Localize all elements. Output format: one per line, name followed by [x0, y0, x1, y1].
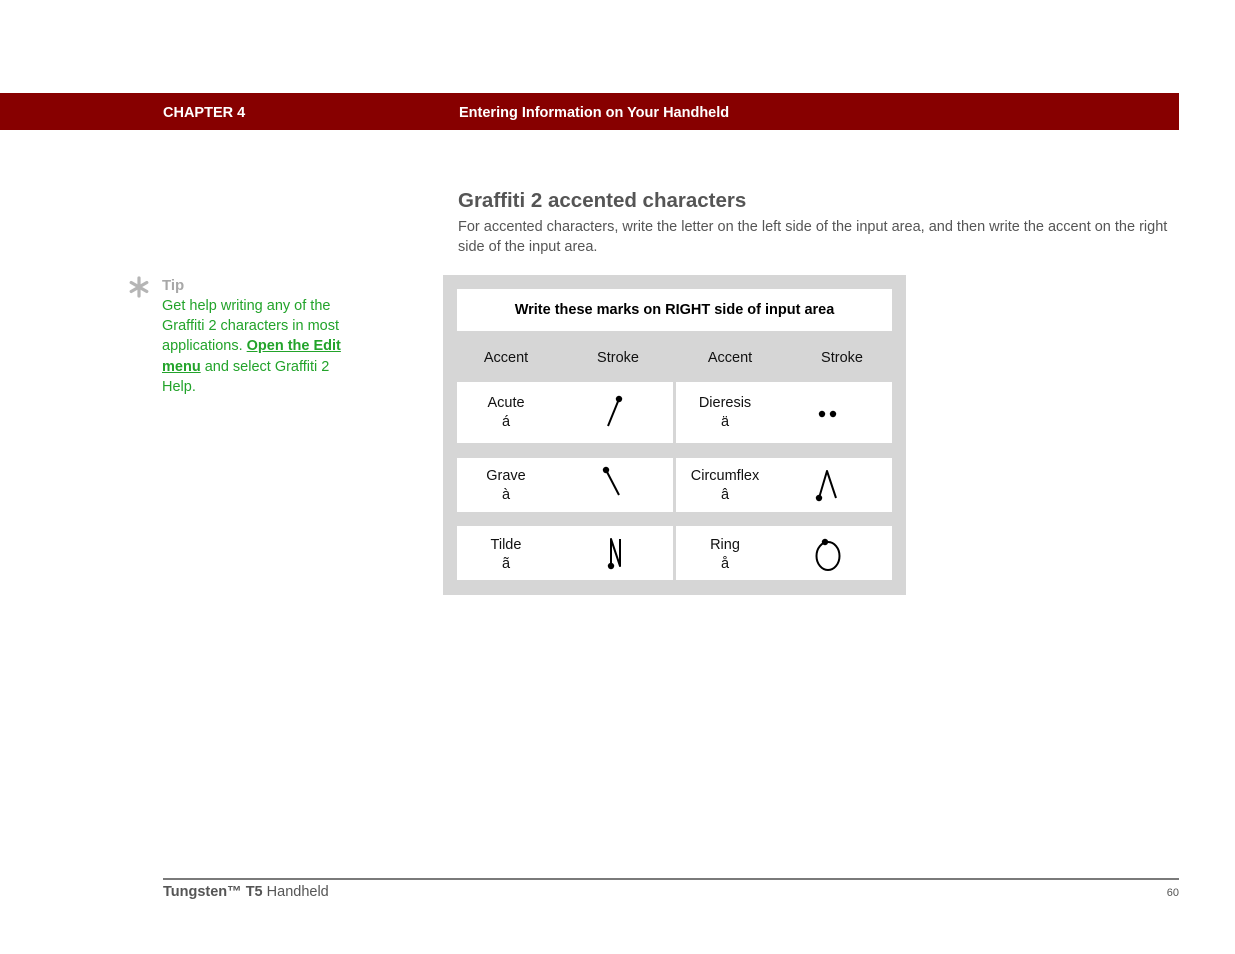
accent-name: Ring: [710, 537, 740, 553]
table-cell: [457, 458, 673, 512]
column-header-accent: Accent: [707, 350, 753, 366]
table-cell: [676, 458, 892, 512]
accent-name: Dieresis: [698, 395, 752, 411]
column-header-accent: Accent: [483, 350, 529, 366]
accent-char: â: [720, 487, 730, 503]
table-title: Write these marks on RIGHT side of input area: [457, 289, 892, 331]
accent-char: á: [501, 414, 511, 430]
accent-name: Acute: [487, 395, 525, 411]
tip-text-before: Get help writing any of the Graffiti 2 characters in most applications.: [162, 298, 340, 355]
table-cell: [457, 382, 673, 443]
table-cell: [457, 526, 673, 580]
footer-divider: [163, 878, 1179, 880]
chapter-title: Entering Information on Your Handheld: [459, 105, 730, 121]
column-header-stroke: Stroke: [597, 350, 639, 366]
tilde-stroke-icon: [589, 532, 629, 574]
circumflex-stroke-icon: [808, 464, 848, 506]
tip-label: Tip: [162, 277, 185, 294]
accent-char: ä: [720, 414, 730, 430]
table-cell: [676, 526, 892, 580]
accent-char: å: [720, 556, 730, 572]
open-edit-menu-link[interactable]: Open the Edit menu: [162, 338, 341, 375]
tip-text-after: and select Graffiti 2 Help.: [162, 358, 330, 395]
section-title: Graffiti 2 accented characters: [458, 189, 747, 212]
accent-char: à: [501, 487, 511, 503]
chapter-header-bar: [0, 93, 1179, 130]
accent-name: Tilde: [490, 537, 522, 553]
footer-product-name: [163, 884, 329, 900]
table-cell: [676, 382, 892, 443]
page-number: 60: [1166, 887, 1179, 899]
column-header-stroke: Stroke: [821, 350, 863, 366]
chapter-label: CHAPTER 4: [163, 105, 246, 121]
accent-name: Grave: [486, 468, 526, 484]
accent-name: Circumflex: [690, 468, 760, 484]
acute-stroke-icon: [589, 392, 629, 434]
footer-brand: Tungsten™ T5: [163, 884, 263, 900]
accent-char: ã: [501, 556, 511, 572]
asterisk-icon: [128, 276, 150, 298]
graffiti-accent-table: [443, 275, 906, 595]
section-intro: For accented characters, write the letter on the left side of the input area, and then write the accent on the right side of the input area.: [458, 219, 1168, 255]
dieresis-stroke-icon: [808, 392, 848, 434]
ring-stroke-icon: [808, 532, 848, 574]
tip-text: [162, 296, 358, 397]
grave-stroke-icon: [589, 464, 629, 506]
footer-product: Handheld: [262, 884, 329, 900]
